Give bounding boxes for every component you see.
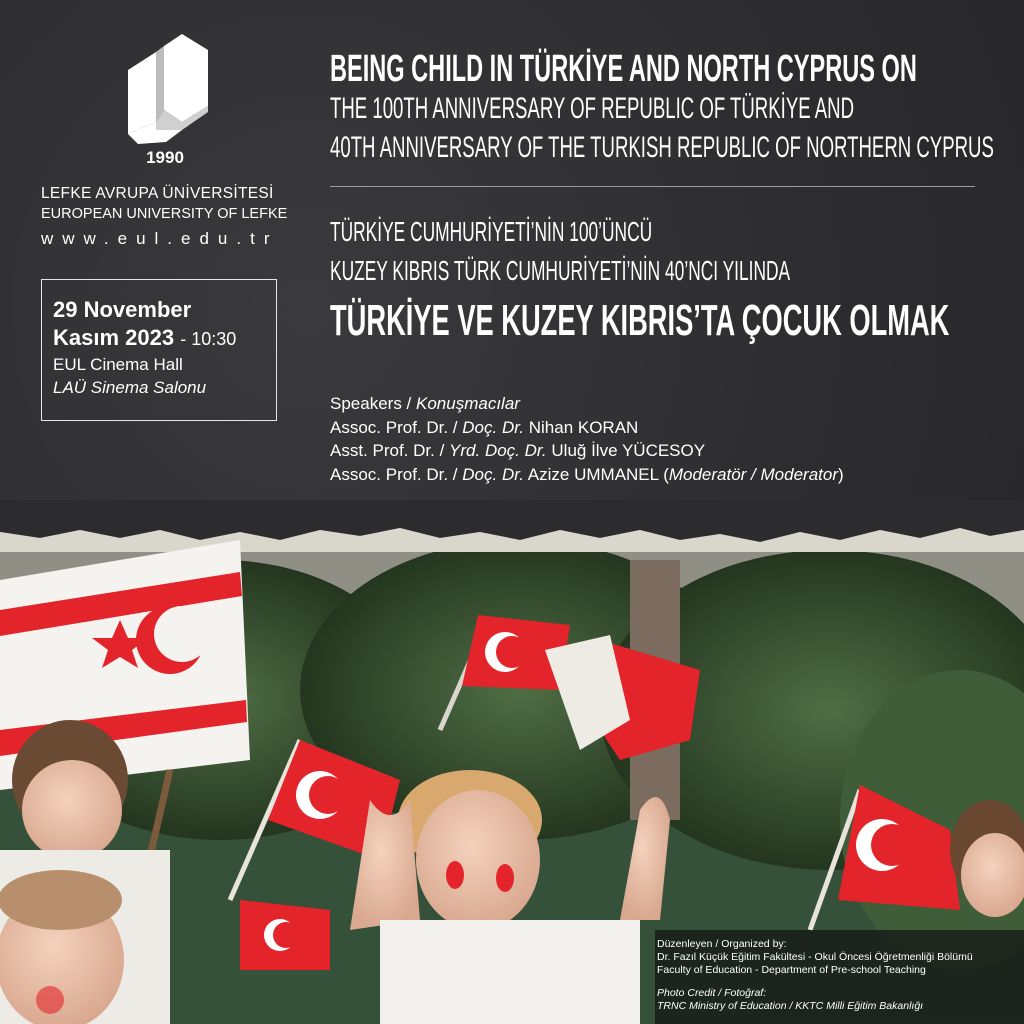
title-en-line3: 40TH ANNIVERSARY OF THE TURKISH REPUBLIC OF NORTHERN CYPRUS bbox=[330, 131, 994, 164]
event-date-tr: Kasım 2023 bbox=[53, 325, 175, 350]
organizer-en: Faculty of Education - Department of Pre-school Teaching bbox=[657, 964, 926, 976]
event-date-box bbox=[41, 279, 277, 421]
organizer-tr: Dr. Fazıl Küçük Eğitim Fakültesi - Okul Öncesi Öğretmenliği Bölümü bbox=[657, 951, 973, 963]
logo-year: 1990 bbox=[146, 148, 184, 167]
photo-credit-source: TRNC Ministry of Education / KKTC Milli Eğitim Bakanlığı bbox=[657, 1000, 924, 1012]
event-date-row bbox=[53, 324, 266, 353]
speaker-role: Moderatör / Moderator bbox=[668, 464, 838, 484]
event-venue-tr: LAÜ Sinema Salonu bbox=[53, 378, 207, 397]
event-date-en: 29 November bbox=[53, 297, 192, 322]
university-website[interactable]: www.eul.edu.tr bbox=[41, 229, 279, 248]
speakers-section bbox=[330, 392, 844, 486]
eul-logo-icon bbox=[108, 34, 218, 154]
title-tr-line2: KUZEY KIBRIS TÜRK CUMHURİYETİ’NİN 40’NCI YILINDA bbox=[330, 255, 791, 286]
title-tr-line1: TÜRKİYE CUMHURİYETİ’NİN 100’ÜNCÜ bbox=[330, 216, 653, 247]
title-tr-main: TÜRKİYE VE KUZEY KIBRIS’TA ÇOCUK OLMAK bbox=[330, 296, 950, 345]
title-en-line2: THE 100TH ANNIVERSARY OF REPUBLIC OF TÜRKİYE AND bbox=[330, 92, 855, 125]
university-name-tr: LEFKE AVRUPA ÜNİVERSİTESİ bbox=[41, 185, 274, 202]
speakers-heading: Speakers / Konuşmacılar bbox=[330, 394, 520, 413]
speaker-item: Assoc. Prof. Dr. / Doç. Dr. Azize UMMANEL (Moderatör / Moderator) bbox=[330, 464, 844, 484]
speaker-item: Assoc. Prof. Dr. / Doç. Dr. Nihan KORAN bbox=[330, 417, 639, 437]
speaker-item: Asst. Prof. Dr. / Yrd. Doç. Dr. Uluğ İlve YÜCESOY bbox=[330, 441, 706, 460]
title-divider bbox=[330, 186, 975, 187]
university-name-en: EUROPEAN UNIVERSITY OF LEFKE bbox=[41, 206, 288, 222]
event-venue-en: EUL Cinema Hall bbox=[53, 355, 183, 374]
event-time: - 10:30 bbox=[180, 329, 237, 349]
title-en-line1: BEING CHILD IN TÜRKİYE AND NORTH CYPRUS ON bbox=[330, 48, 917, 90]
organized-label: Düzenleyen / Organized by: bbox=[657, 938, 787, 950]
credits-box bbox=[655, 930, 1024, 1024]
photo-credit-label: Photo Credit / Fotoğraf: bbox=[657, 987, 767, 999]
